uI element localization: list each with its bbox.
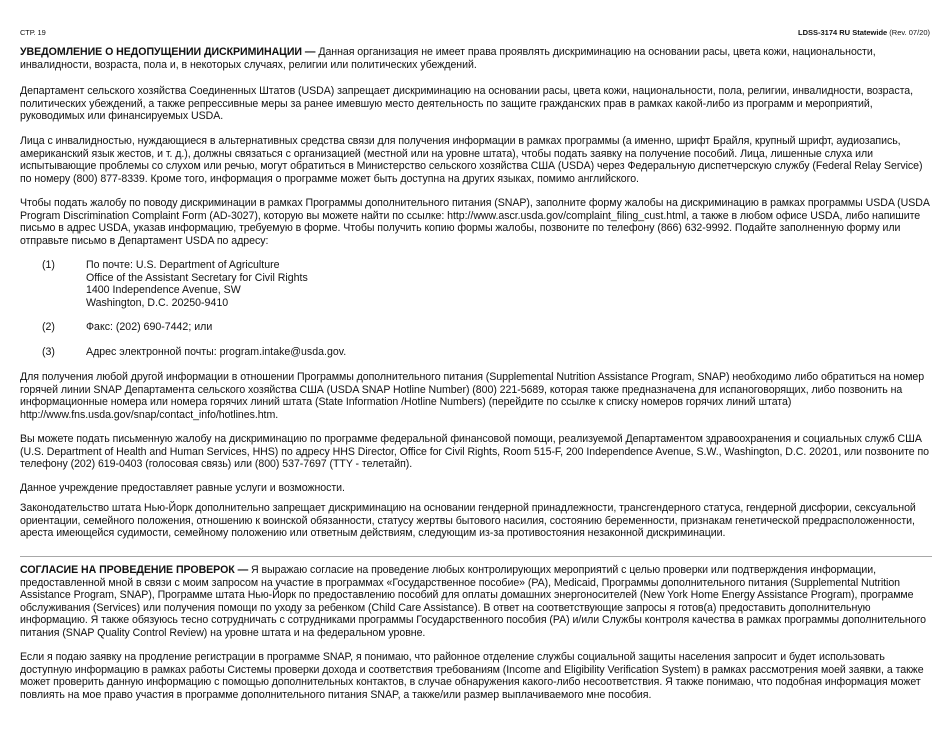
equal-opportunity-paragraph [20, 482, 930, 495]
form-id: LDSS-3174 RU [797, 28, 851, 37]
hotline-text: Для получения любой другой информации в отношении Программы дополнительного питания (Supplemental Nutrition Assistance Program, SNAP) необходимо либо обратиться на номер горячей линии SNAP Департамента сельского хозяйства США (USDA SNAP Hotline Number) (800) 221-5689, которая также предназначена для испаноговорящих, либо позвонить на информационные номера или номера горячих линий штата (State Information /Hotline Numbers) (перейдите по ссылке к списку номеров горячих линий штата) http://www.fns.usda.gov/snap/contact_info/hotlines.htm. [20, 371, 925, 421]
contact-text: По почте: U.S. Department of Agriculture Office of the Assistant Secretary for Civil Rights 1400 Independence Avenue, SW Washington, D.C. 20250-9410 [86, 259, 308, 309]
form-identifier [798, 28, 930, 37]
notice-title: УВЕДОМЛЕНИЕ О НЕДОПУЩЕНИИ ДИСКРИМИНАЦИИ — [20, 46, 316, 58]
revision-date: (Rev. 07/20) [887, 28, 930, 37]
contact-number: (1) [42, 259, 55, 271]
usda-paragraph [20, 85, 930, 123]
disability-paragraph [20, 135, 930, 185]
renewal-text: Если я подаю заявку на продление регистрации в программе SNAP, я понимаю, что районное отделение службы социальной защиты населения запросит и будет использовать доступную информацию в рамках работы Системы проверки дохода и соответствия требованиям (Income and Eligibility Verification System) в рамках рассмотрения моей заявки, а также может проверить данную информацию с помощью дополнительных контактов, в случае обнаружения какого-либо несоответствия. Я также понимаю, что подобная информация может повлиять на мое право участия в программе дополнительного питания SNAP, а также/или размер выплачиваемого мне пособия. [20, 651, 924, 701]
statewide-label: Statewide [852, 28, 888, 37]
section-divider [20, 556, 932, 557]
hotline-paragraph [20, 371, 930, 421]
equal-text: Данное учреждение предоставляет равные услуги и возможности. [20, 482, 345, 494]
ny-text: Законодательство штата Нью-Йорк дополнительно запрещает дискриминацию на основании гендерной принадлежности, трансгендерного статуса, гендерной дисфории, сексуальной ориентации, семейного положения, отношению к воинской обязанности, статусу жертвы бытового насилия, состоянию беременности, признакам генетической предрасположенности, ареста имеющейся судимости, семейному положению или ответным действиям, следующим из-за противостояния незаконной дискриминации. [20, 502, 916, 540]
consent-text: Я выражаю согласие на проведение любых контролирующих мероприятий с целью проверки или подтверждения информации, предоставленной мной в связи с моим запросом на участие в программах «Государственное пособие» (PA), Medicaid, Программы дополнительного питания (Supplemental Nutrition Assistance Program, SNAP), Программе штата Нью-Йорк по предоставлению пособий для оплаты домашних энергоносителей (New York Home Energy Assistance Program), программе обслуживания (Services) или получения помощи по уходу за ребенком (Child Care Assistance). В ответ на соответствующие запросы я готов(а) предоставить дополнительную информацию. Я также обязуюсь тесно сотрудничать с сотрудниками программы Государственного пособия (PA) и/или Службы контроля качества в рамках программы дополнительного питания (SNAP Quality Control Review) на уровне штата и на федеральном уровне. [20, 564, 926, 639]
contact-text: Факс: (202) 690-7442; или [86, 321, 213, 333]
complaint-paragraph [20, 197, 930, 247]
new-york-paragraph [20, 502, 930, 540]
usda-text: Департамент сельского хозяйства Соединенных Штатов (USDA) запрещает дискриминацию на основании расы, цвета кожи, национальности, пола, религии, инвалидности, возраста, политических убеждений, а также репрессивные меры за ранее имевшую место деятельность по защите гражданских прав в рамках какой-либо из программ и мероприятий, руководимых или финансируемых USDA. [20, 85, 914, 123]
consent-title: СОГЛАСИЕ НА ПРОВЕДЕНИЕ ПРОВЕРОК — [20, 564, 249, 576]
contact-number: (3) [42, 346, 55, 358]
renewal-paragraph [20, 651, 930, 701]
complaint-text: Чтобы подать жалобу по поводу дискриминации в рамках Программы дополнительного питания (SNAP), заполните форму жалобы на дискриминацию в рамках программы USDA (USDA Program Discrimination Complaint Form (AD-3027), которую вы можете найти по ссылке: http://www.ascr.usda.gov/complaint_filing_cust.html, а также в любом офисе USDA, либо напишите письмо в адрес USDA, указав информацию, требуемую в форме. Чтобы получить копию формы жалобы, позвоните по телефону (866) 632-9992. Подайте заполненную форму или отправьте письмо в Департамент USDA по адресу: [20, 197, 930, 247]
consent-section [20, 564, 930, 640]
nondiscrimination-notice [20, 46, 930, 71]
contact-number: (2) [42, 321, 55, 333]
hhs-text: Вы можете подать письменную жалобу на дискриминацию по программе федеральной финансовой помощи, реализуемой Департаментом здравоохранения и социальных служб США (U.S. Department of Health and Human Services, HHS) по адресу HHS Director, Office for Civil Rights, Room 515-F, 200 Independence Avenue, S.W., Washington, D.C. 20201, или позвоните по телефону (202) 619-0403 (голосовая связь) или (800) 537-7697 (TTY - телетайп). [20, 433, 930, 471]
contact-text: Адрес электронной почты: program.intake@usda.gov. [86, 346, 347, 358]
notice-text: Данная организация не имеет права проявлять дискриминацию на основании расы, цвета кожи, национальности, инвалидности, возраста, пола и, в некоторых случаях, религии или политических убеждений. [20, 46, 876, 71]
hhs-paragraph [20, 433, 930, 471]
page-number: СТР. 19 [20, 28, 46, 37]
disability-text: Лица с инвалидностью, нуждающиеся в альтернативных средства связи для получения информации в рамках программы (а именно, шрифт Брайля, крупный шрифт, аудиозапись, американский язык жестов, и т. д.), должны связаться с организацией (местной или на уровне штата), чтобы подать заявку на получение пособий. Лица, лишенные слуха или испытывающие проблемы со слухом или речью, могут обратиться в Министерство сельского хозяйства США (USDA) через Федеральную диспетчерскую службу (Federal Relay Service) по номеру (800) 877-8339. Кроме того, информация о программе может быть доступна на других языках, помимо английского. [20, 135, 923, 185]
